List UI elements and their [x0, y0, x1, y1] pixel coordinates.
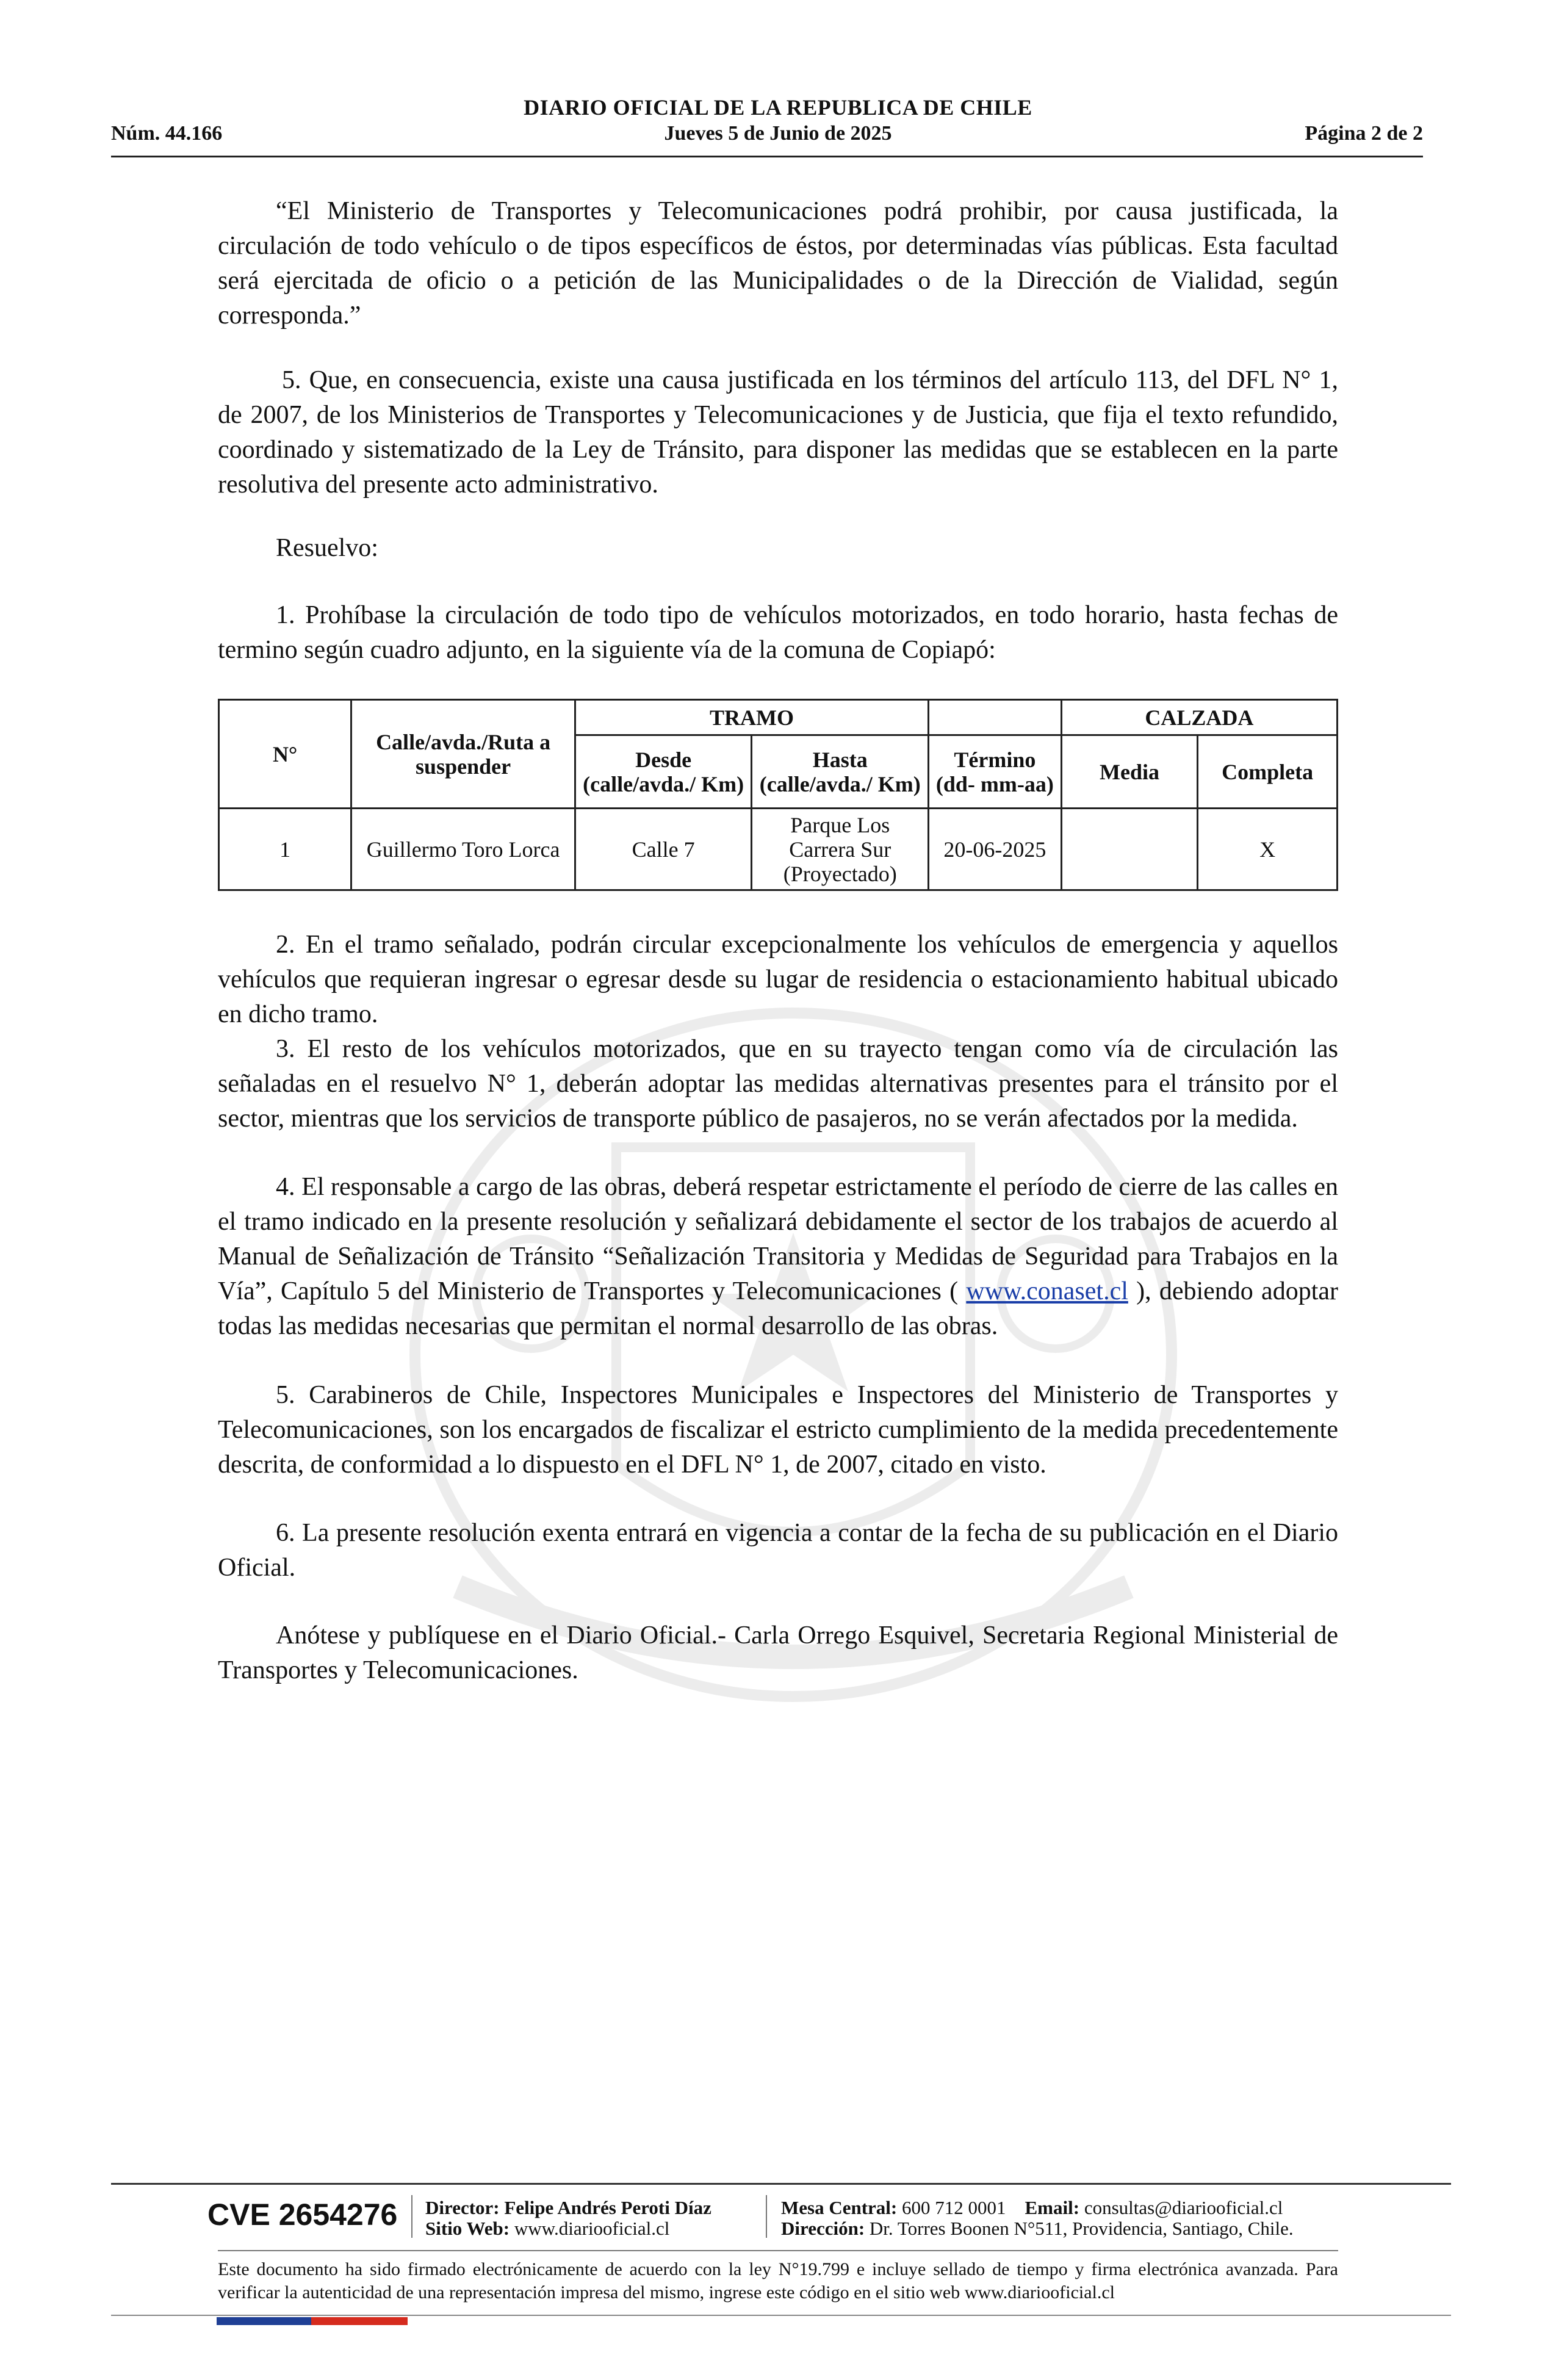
address-label: Dirección:: [781, 2218, 865, 2239]
resolution-item-1-text: 1. Prohíbase la circulación de todo tipo de vehículos motorizados, en todo horario, hasta fechas de termino según cuadro adjunto, en la siguiente vía de la comuna de Copiapó:: [218, 601, 1338, 664]
col-header-blank: [929, 700, 1062, 735]
header-divider: [111, 156, 1423, 157]
email-address[interactable]: consultas@diariooficial.cl: [1084, 2197, 1283, 2218]
cell-termino: 20-06-2025: [929, 809, 1062, 890]
website-label: Sitio Web:: [425, 2218, 510, 2239]
col-header-termino: Término (dd- mm-aa): [929, 735, 1062, 809]
resolution-item-1: [218, 598, 1338, 668]
cve-code: CVE 2654276: [207, 2198, 398, 2232]
newspaper-title: DIARIO OFICIAL DE LA REPUBLICA DE CHILE: [524, 95, 1032, 120]
resolution-item-4-text-b: ), debiendo adoptar todas las medidas necesarias que permitan el normal desarrollo de las obras.: [218, 1277, 1338, 1340]
consideration-5: [218, 363, 1338, 502]
quoted-article: [218, 194, 1338, 333]
col-header-media: Media: [1061, 735, 1198, 809]
director-line: [425, 2197, 711, 2219]
director-label: Director:: [425, 2197, 500, 2218]
col-header-street: Calle/avda./Ruta a suspender: [351, 700, 575, 809]
footer-divider-mid: [218, 2250, 1338, 2251]
resolution-item-2-text: 2. En el tramo señalado, podrán circular excepcionalmente los vehículos de emergencia y aquellos vehículos que requieran ingresar o egresar desde su lugar de residencia o estacionamiento habitual ubicado en dicho tramo.: [218, 931, 1338, 1028]
resolution-item-6-text: 6. La presente resolución exenta entrará en vigencia a contar de la fecha de su publicación en el Diario Oficial.: [218, 1519, 1338, 1582]
resolution-item-2: [218, 928, 1338, 1032]
resolution-item-3-text: 3. El resto de los vehículos motorizados, que en su trayecto tengan como vía de circulación las señaladas en el resuelvo N° 1, deberán adoptar las medidas alternativas presentes para el tránsito por el sector, mientras que los servicios de transporte público de pasajeros, no se verán afectados por la medida.: [218, 1035, 1338, 1133]
website-line: [425, 2218, 669, 2240]
phone-label: Mesa Central:: [781, 2197, 898, 2218]
road-closure-table: [218, 699, 1338, 891]
col-header-hasta: Hasta (calle/avda./ Km): [752, 735, 929, 809]
col-header-desde: Desde (calle/avda./ Km): [575, 735, 752, 809]
signature-notice: Este documento ha sido firmado electrónicamente de acuerdo con la ley N°19.799 e incluye sellado de tiempo y firma electrónica avanzada. Para verificar la autenticidad de una representación impresa del mismo, ingrese este código en el sitio web www.diariooficial.cl: [218, 2259, 1338, 2302]
issue-number: Núm. 44.166: [111, 122, 223, 145]
contact-line: [781, 2197, 1283, 2219]
resolution-item-6: [218, 1516, 1338, 1585]
col-header-calzada: CALZADA: [1061, 700, 1337, 735]
resolution-item-3: [218, 1032, 1338, 1136]
resolution-item-4: [218, 1170, 1338, 1344]
quoted-article-text: “El Ministerio de Transportes y Telecomunicaciones podrá prohibir, por causa justificada, la circulación de todo vehículo o de tipos específicos de éstos, por determinadas vías públicas. Esta facultad será ejercitada de oficio o a petición de las Municipalidades o de la Dirección de Vialidad, según corresponda.”: [218, 197, 1338, 330]
address-line: [781, 2218, 1294, 2240]
director-name: Felipe Andrés Peroti Díaz: [504, 2197, 711, 2218]
col-header-tramo: TRAMO: [575, 700, 928, 735]
cell-desde: Calle 7: [575, 809, 752, 890]
resuelvo-text: Resuelvo:: [276, 534, 378, 562]
table-row: [219, 809, 1338, 890]
cell-media: [1061, 809, 1198, 890]
cell-street: Guillermo Toro Lorca: [351, 809, 575, 890]
col-header-number: N°: [219, 700, 351, 809]
cell-completa: X: [1198, 809, 1338, 890]
footer-divider-top: [111, 2183, 1451, 2185]
closing-signature: [218, 1618, 1338, 1688]
closing-signature-text: Anótese y publíquese en el Diario Oficial.- Carla Orrego Esquivel, Secretaria Regional Ministerial de Transportes y Telecomunicaciones.: [218, 1621, 1338, 1684]
website-link[interactable]: www.diariooficial.cl: [514, 2218, 670, 2239]
resuelvo-heading: [218, 531, 1338, 566]
footer-separator: [766, 2195, 767, 2238]
issue-date: Jueves 5 de Junio de 2025: [664, 122, 892, 145]
phone-number: 600 712 0001: [902, 2197, 1006, 2218]
footer-divider-bottom: [111, 2315, 1451, 2316]
flag-stripe-blue: [217, 2317, 311, 2325]
consideration-5-text: 5. Que, en consecuencia, existe una causa justificada en los términos del artículo 113, del DFL N° 1, de 2007, de los Ministerios de Transportes y Telecomunicaciones y de Justicia, que fija el texto refundido, coordinado y sistematizado de la Ley de Tránsito, para disponer las medidas que se establecen en la parte resolutiva del presente acto administrativo.: [218, 366, 1338, 499]
col-header-completa: Completa: [1198, 735, 1338, 809]
footer-separator: [411, 2195, 412, 2238]
flag-stripe-red: [311, 2317, 408, 2325]
address-text: Dr. Torres Boonen N°511, Providencia, Santiago, Chile.: [869, 2218, 1294, 2239]
email-label: Email:: [1025, 2197, 1080, 2218]
cell-hasta: Parque Los Carrera Sur (Proyectado): [752, 809, 929, 890]
resolution-item-5: [218, 1378, 1338, 1482]
cell-number: 1: [219, 809, 351, 890]
conaset-link[interactable]: www.conaset.cl: [966, 1277, 1128, 1305]
resolution-item-5-text: 5. Carabineros de Chile, Inspectores Municipales e Inspectores del Ministerio de Transportes y Telecomunicaciones, son los encargados de fiscalizar el estricto cumplimiento de la medida precedentemente descrita, de conformidad a lo dispuesto en el DFL N° 1, de 2007, citado en visto.: [218, 1381, 1338, 1479]
page-indicator: Página 2 de 2: [1305, 122, 1423, 145]
resolution-item-4-text-a: 4. El responsable a cargo de las obras, deberá respetar estrictamente el período de cierre de las calles en el tramo indicado en la presente resolución y señalizará debidamente el sector de los trabajos de acuerdo al Manual de Señalización de Tránsito “Señalización Transitoria y Medidas de Seguridad para Trabajos en la Vía”, Capítulo 5 del Ministerio de Transportes y Telecomunicaciones (: [218, 1173, 1338, 1305]
